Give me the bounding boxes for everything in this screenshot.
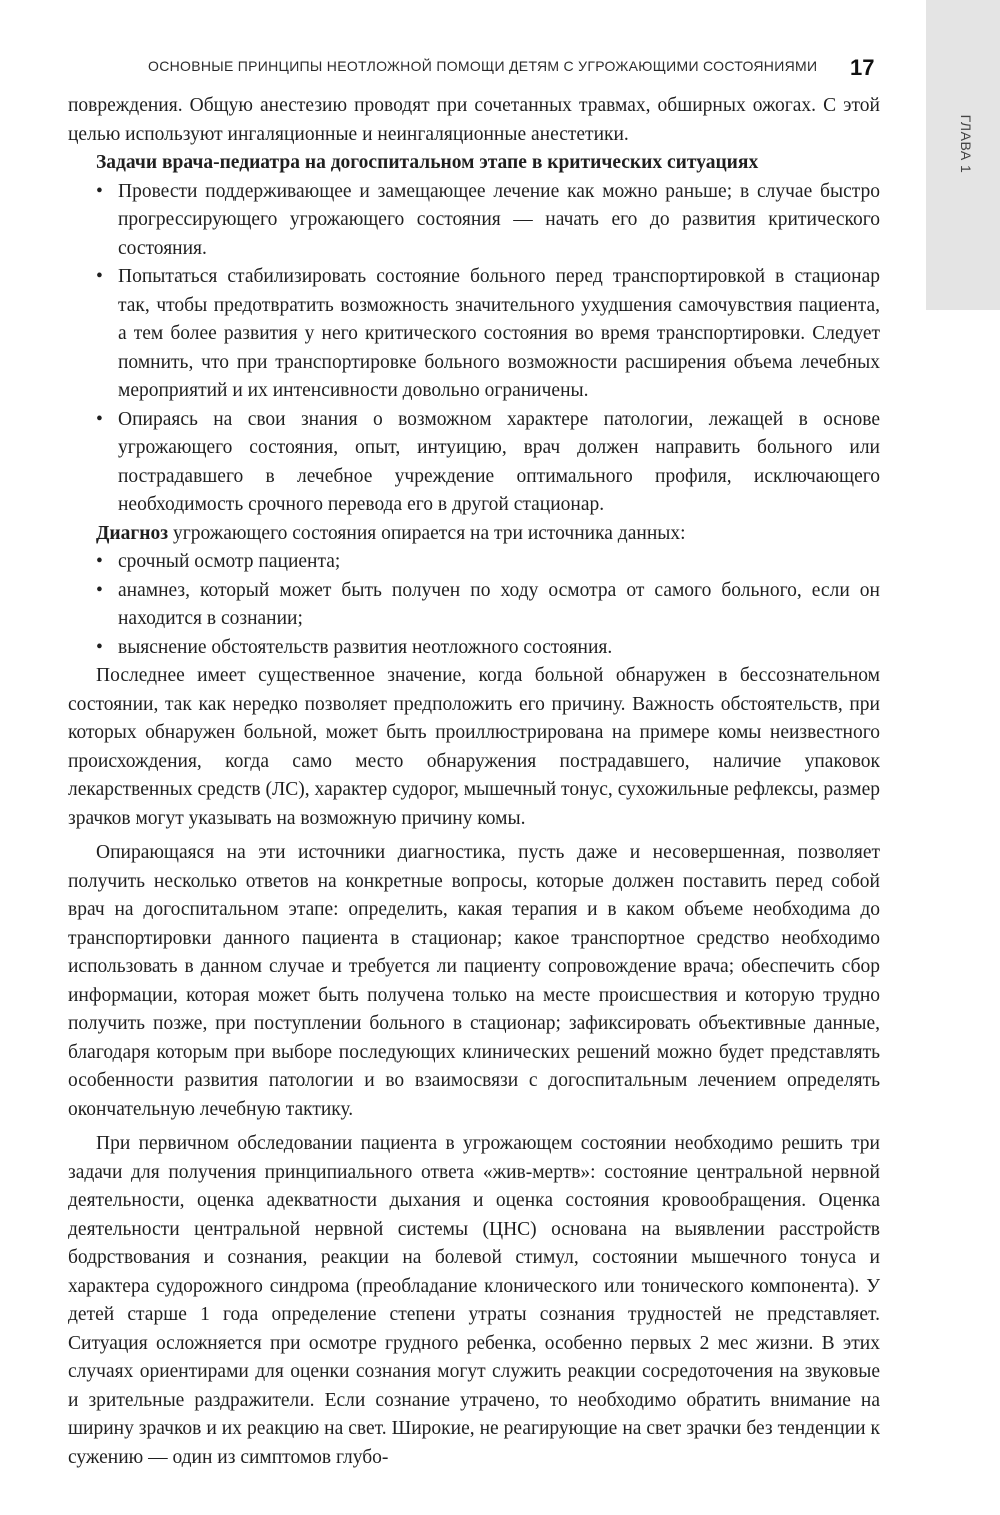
list-item: • выяснение обстоятельств развития неотложного состояния. xyxy=(68,634,880,663)
running-title: ОСНОВНЫЕ ПРИНЦИПЫ НЕОТЛОЖНОЙ ПОМОЩИ ДЕТЯМ С УГРОЖАЮЩИМИ СОСТОЯНИЯМИ xyxy=(148,58,818,74)
list-item: • Провести поддерживающее и замещающее лечение как можно раньше; в случае быстро прогрессирующего угрожающего состояния — начать его до развития критического состояния. xyxy=(68,178,880,264)
tasks-list xyxy=(68,178,880,520)
section-heading-tasks: Задачи врача-педиатра на догоспитальном этапе в критических ситуациях xyxy=(96,152,759,173)
list-item: • анамнез, который может быть получен по ходу осмотра от самого больного, если он находится в сознании; xyxy=(68,577,880,634)
paragraph-primary-exam: При первичном обследовании пациента в угрожающем состоянии необходимо решить три задачи для получения принципиального ответа «жив-мертв»: состояние центральной нервной деятельности, оценка адекватности дыхания и оценка состояния кровообращения. Оценка деятельности центральной нервной системы (ЦНС) основана на выявлении расстройств бодрствования и сознания, реакции на болевой стимул, состоянии мышечного тонуса и характера судорожного синдрома (преобладание клонического или тонического компонента). У детей старше 1 года определение степени утраты сознания трудностей не представляет. Ситуация осложняется при осмотре грудного ребенка, особенно первых 2 мес жизни. В этих случаях ориентирами для оценки сознания могут служить реакции сосредоточения на звуковые и зрительные раздражители. Если сознание утрачено, то необходимо обратить внимание на ширину зрачков и их реакцию на свет. Широкие, не реагирующие на свет зрачки без тенденции к сужению — один из симптомов глубо- xyxy=(68,1133,880,1468)
page-body xyxy=(68,92,880,1472)
chapter-label-text: ГЛАВА 1 xyxy=(958,114,974,174)
paragraph-diagnostics: Опирающаяся на эти источники диагностика, пусть даже и несовершенная, позволяет получить несколько ответов на конкретные вопросы, которые должен поставить перед собой врач на догоспитальном этапе: определить, какая терапия и в каком объеме необходима до транспортировки данного пациента в стационар; какое транспортное средство необходимо использовать в данном случае и требуется ли пациенту сопровождение врача; обеспечить сбор информации, которая может быть получена только на месте происшествия и которую трудно получить позже, при поступлении больного в стационар; зафиксировать объективные данные, благодаря которым при выборе последующих клинических решений можно будет представлять особенности развития патологии и во взаимосвязи с догоспитальным лечением определять окончательную лечебную тактику. xyxy=(68,842,880,1120)
page-number: 17 xyxy=(850,55,875,80)
list-item: • срочный осмотр пациента; xyxy=(68,548,880,577)
paragraph-continuation: повреждения. Общую анестезию проводят при сочетанных травмах, обширных ожогах. С этой целью используют ингаляционные и неингаляционные анестетики. xyxy=(68,95,880,145)
paragraph-circumstances: Последнее имеет существенное значение, когда больной обнаружен в бессознательном состоянии, так как нередко позволяет предположить его причину. Важность обстоятельств, при которых обнаружен больной, может быть проиллюстрирована на примере комы неизвестного происхождения, когда само место обнаружения пострадавшего, наличие упаковок лекарственных средств (ЛС), характер судорог, мышечный тонус, сухожильные рефлексы, размер зрачков могут указывать на возможную причину комы. xyxy=(68,665,880,829)
list-item: • Опираясь на свои знания о возможном характере патологии, лежащей в основе угрожающего состояния, опыт, интуицию, врач должен направить больного или пострадавшего в лечебное учреждение оптимального профиля, исключающего необходимость срочного перевода его в другой стационар. xyxy=(68,406,880,520)
paragraph-diagnosis xyxy=(68,520,880,549)
list-item: • Попытаться стабилизировать состояние больного перед транспортировкой в стационар так, чтобы предотвратить возможность значительного ухудшения самочувствия пациента, а тем более развития у него критического состояния во время транспортировки. Следует помнить, что при транспортировке больного возможности расширения объема лечебных мероприятий и их интенсивности довольно ограничены. xyxy=(68,263,880,406)
chapter-tab-label xyxy=(946,104,986,184)
diagnosis-text: угрожающего состояния опирается на три источника данных: xyxy=(168,522,686,544)
sources-list xyxy=(68,548,880,662)
diagnosis-term: Диагноз xyxy=(96,522,169,544)
